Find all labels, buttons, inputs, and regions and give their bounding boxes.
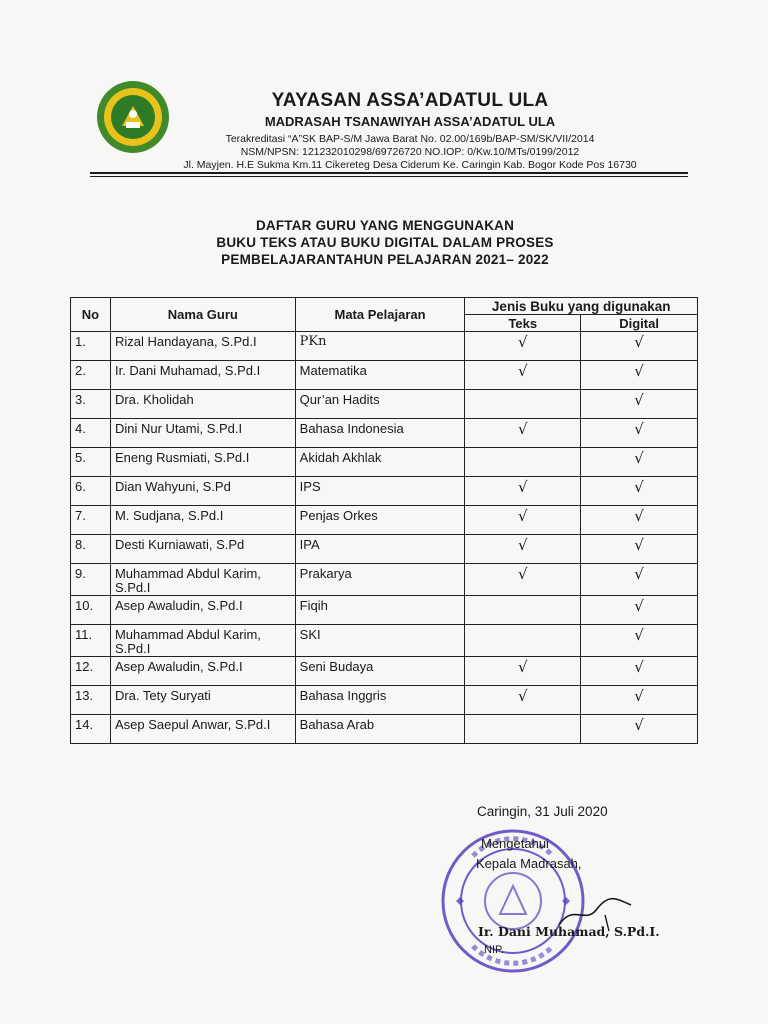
table-row <box>71 419 698 448</box>
row-digital-check: √ <box>581 564 698 596</box>
row-digital-check: √ <box>581 332 698 361</box>
document-title <box>120 217 650 268</box>
row-teacher-name: Dra. Tety Suryati <box>110 686 295 715</box>
header-teks: Teks <box>465 315 581 332</box>
row-subject: Penjas Orkes <box>295 506 465 535</box>
teacher-book-table <box>70 297 698 744</box>
row-teks-check <box>465 625 581 657</box>
table-row <box>71 448 698 477</box>
row-teacher-name: Dra. Kholidah <box>110 390 295 419</box>
table-row <box>71 506 698 535</box>
row-subject: Matematika <box>295 361 465 390</box>
row-no: 12. <box>71 657 111 686</box>
row-subject: Akidah Akhlak <box>295 448 465 477</box>
row-digital-check: √ <box>581 361 698 390</box>
row-digital-check: √ <box>581 625 698 657</box>
header-no: No <box>71 298 111 332</box>
row-subject: Prakarya <box>295 564 465 596</box>
row-subject: Bahasa Indonesia <box>295 419 465 448</box>
row-no: 7. <box>71 506 111 535</box>
row-subject: IPS <box>295 477 465 506</box>
row-teacher-name: M. Sudjana, S.Pd.I <box>110 506 295 535</box>
principal-name: Ir. Dani Muhamad, S.Pd.I. <box>478 924 660 939</box>
row-digital-check: √ <box>581 390 698 419</box>
table-row <box>71 361 698 390</box>
row-no: 11. <box>71 625 111 657</box>
row-teks-check <box>465 715 581 744</box>
row-subject: PKn <box>295 332 465 361</box>
letterhead-divider-thin <box>90 176 688 177</box>
row-digital-check: √ <box>581 506 698 535</box>
row-subject: Bahasa Arab <box>295 715 465 744</box>
header-name: Nama Guru <box>110 298 295 332</box>
row-subject: Qur’an Hadits <box>295 390 465 419</box>
table-row <box>71 715 698 744</box>
row-no: 1. <box>71 332 111 361</box>
row-digital-check: √ <box>581 477 698 506</box>
address-line: Jl. Mayjen. H.E Sukma Km.11 Cikereteg Desa Ciderum Ke. Caringin Kab. Bogor Kode Pos 16730 <box>183 159 637 171</box>
table-row <box>71 390 698 419</box>
table-row <box>71 332 698 361</box>
row-teacher-name: Muhammad Abdul Karim, S.Pd.I <box>110 564 295 596</box>
row-teacher-name: Ir. Dani Muhamad, S.Pd.I <box>110 361 295 390</box>
row-no: 8. <box>71 535 111 564</box>
row-teacher-name: Asep Awaludin, S.Pd.I <box>110 657 295 686</box>
table-row <box>71 535 698 564</box>
principal-nip: NIP. <box>484 944 504 956</box>
school-name: MADRASAH TSANAWIYAH ASSA’ADATUL ULA <box>264 114 556 129</box>
row-digital-check: √ <box>581 686 698 715</box>
row-digital-check: √ <box>581 596 698 625</box>
row-no: 6. <box>71 477 111 506</box>
row-no: 2. <box>71 361 111 390</box>
row-subject: Seni Budaya <box>295 657 465 686</box>
row-teacher-name: Dini Nur Utami, S.Pd.I <box>110 419 295 448</box>
row-teks-check <box>465 448 581 477</box>
letterhead-divider <box>90 172 688 174</box>
row-subject: IPA <box>295 535 465 564</box>
row-teacher-name: Desti Kurniawati, S.Pd <box>110 535 295 564</box>
row-teks-check: √ <box>465 361 581 390</box>
row-no: 5. <box>71 448 111 477</box>
header-digital: Digital <box>581 315 698 332</box>
row-teks-check: √ <box>465 477 581 506</box>
foundation-name: YAYASAN ASSA’ADATUL ULA <box>271 90 549 111</box>
row-subject: Bahasa Inggris <box>295 686 465 715</box>
header-book-type: Jenis Buku yang digunakan <box>465 298 698 315</box>
row-no: 13. <box>71 686 111 715</box>
table-row <box>71 596 698 625</box>
letterhead <box>150 90 670 172</box>
header-subject: Mata Pelajaran <box>295 298 465 332</box>
row-subject: SKI <box>295 625 465 657</box>
row-subject: Fiqih <box>295 596 465 625</box>
registration-line: NSM/NPSN: 121232010298/69726720 NO.IOP: 0/Kw.10/MTs/0199/2012 <box>240 146 580 158</box>
row-no: 14. <box>71 715 111 744</box>
table-row <box>71 657 698 686</box>
row-no: 10. <box>71 596 111 625</box>
row-teks-check: √ <box>465 564 581 596</box>
row-teacher-name: Eneng Rusmiati, S.Pd.I <box>110 448 295 477</box>
accreditation-line: Terakreditasi “A”SK BAP-S/M Jawa Barat No. 02.00/169b/BAP-SM/SK/VII/2014 <box>225 133 595 145</box>
row-teks-check: √ <box>465 657 581 686</box>
row-no: 4. <box>71 419 111 448</box>
row-teks-check: √ <box>465 535 581 564</box>
title-line-3: PEMBELAJARANTAHUN PELAJARAN 2021– 2022 <box>221 252 549 267</box>
row-teacher-name: Asep Awaludin, S.Pd.I <box>110 596 295 625</box>
row-digital-check: √ <box>581 657 698 686</box>
row-teks-check <box>465 596 581 625</box>
row-teacher-name: Asep Saepul Anwar, S.Pd.I <box>110 715 295 744</box>
row-teacher-name: Dian Wahyuni, S.Pd <box>110 477 295 506</box>
acknowledged-label: Mengetahui <box>481 836 549 851</box>
table-row <box>71 686 698 715</box>
title-line-1: DAFTAR GURU YANG MENGGUNAKAN <box>255 218 515 233</box>
row-digital-check: √ <box>581 535 698 564</box>
row-digital-check: √ <box>581 419 698 448</box>
role-label: Kepala Madrasah, <box>476 856 582 871</box>
title-line-2: BUKU TEKS ATAU BUKU DIGITAL DALAM PROSES <box>216 235 554 250</box>
table-row <box>71 564 698 596</box>
row-teks-check: √ <box>465 332 581 361</box>
table-row <box>71 625 698 657</box>
row-teks-check: √ <box>465 686 581 715</box>
row-teks-check <box>465 390 581 419</box>
row-no: 3. <box>71 390 111 419</box>
row-teacher-name: Muhammad Abdul Karim, S.Pd.I <box>110 625 295 657</box>
row-teacher-name: Rizal Handayana, S.Pd.I <box>110 332 295 361</box>
table-row <box>71 477 698 506</box>
row-no: 9. <box>71 564 111 596</box>
row-digital-check: √ <box>581 448 698 477</box>
row-digital-check: √ <box>581 715 698 744</box>
row-teks-check: √ <box>465 419 581 448</box>
place-date: Caringin, 31 Juli 2020 <box>477 804 608 819</box>
row-teks-check: √ <box>465 506 581 535</box>
